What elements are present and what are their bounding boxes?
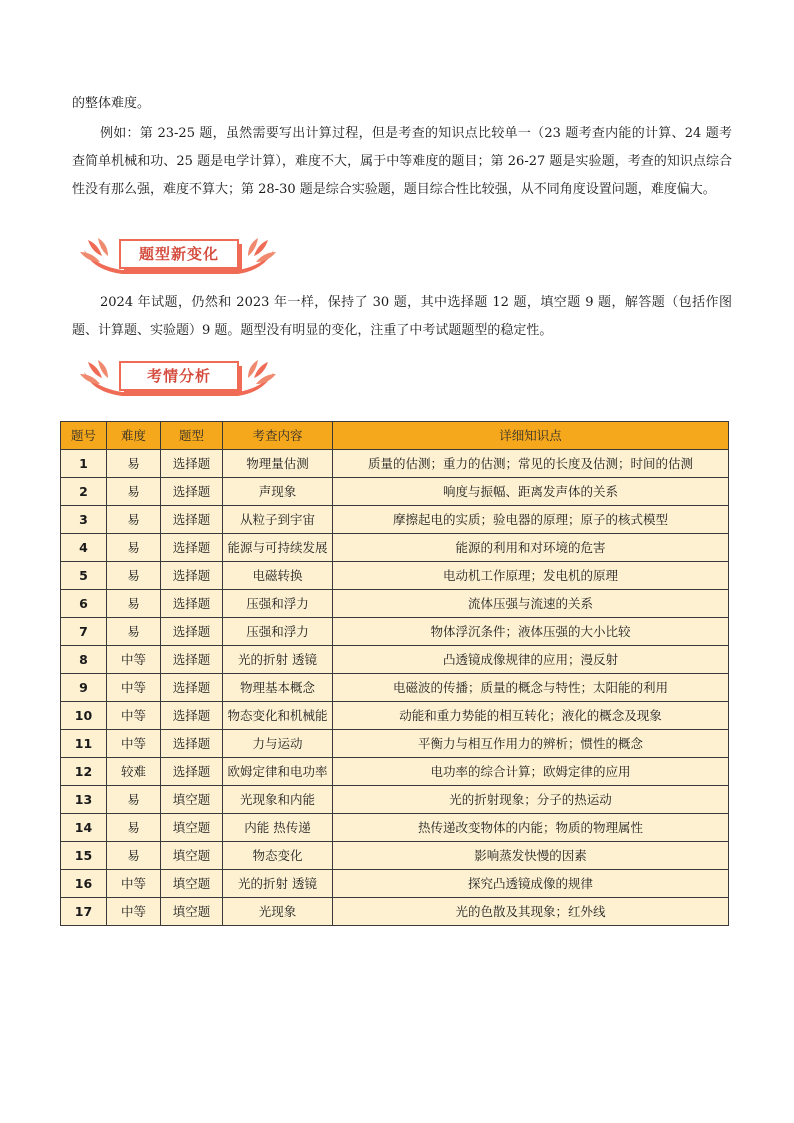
- cell-difficulty: 中等: [107, 898, 161, 926]
- cell-topic: 力与运动: [223, 730, 333, 758]
- cell-difficulty: 易: [107, 478, 161, 506]
- header-difficulty: 难度: [107, 422, 161, 450]
- cell-details: 影响蒸发快慢的因素: [333, 842, 729, 870]
- cell-topic: 内能 热传递: [223, 814, 333, 842]
- cell-number: 5: [61, 562, 107, 590]
- header-type: 题型: [161, 422, 223, 450]
- table-row: [61, 842, 729, 870]
- cell-number: 3: [61, 506, 107, 534]
- table-row: [61, 506, 729, 534]
- cell-number: 13: [61, 786, 107, 814]
- table-row: [61, 674, 729, 702]
- cell-number: 16: [61, 870, 107, 898]
- cell-details: 光的折射现象；分子的热运动: [333, 786, 729, 814]
- section-banner-analysis: [78, 358, 278, 398]
- cell-details: 电磁波的传播；质量的概念与特性；太阳能的利用: [333, 674, 729, 702]
- cell-topic: 压强和浮力: [223, 590, 333, 618]
- cell-type: 填空题: [161, 870, 223, 898]
- cell-type: 选择题: [161, 590, 223, 618]
- table-row: [61, 478, 729, 506]
- header-number: 题号: [61, 422, 107, 450]
- paragraph-continuation: 的整体难度。: [72, 96, 151, 111]
- cell-difficulty: 中等: [107, 730, 161, 758]
- cell-difficulty: 易: [107, 786, 161, 814]
- cell-number: 12: [61, 758, 107, 786]
- cell-difficulty: 中等: [107, 870, 161, 898]
- cell-number: 17: [61, 898, 107, 926]
- cell-type: 填空题: [161, 842, 223, 870]
- cell-difficulty: 易: [107, 590, 161, 618]
- cell-details: 能源的利用和对环境的危害: [333, 534, 729, 562]
- cell-topic: 物态变化: [223, 842, 333, 870]
- cell-difficulty: 易: [107, 814, 161, 842]
- cell-type: 选择题: [161, 702, 223, 730]
- cell-difficulty: 易: [107, 562, 161, 590]
- cell-number: 8: [61, 646, 107, 674]
- cell-type: 填空题: [161, 898, 223, 926]
- cell-type: 填空题: [161, 814, 223, 842]
- cell-details: 热传递改变物体的内能；物质的物理属性: [333, 814, 729, 842]
- cell-type: 选择题: [161, 534, 223, 562]
- cell-topic: 物理量估测: [223, 450, 333, 478]
- cell-number: 10: [61, 702, 107, 730]
- table-row: [61, 618, 729, 646]
- cell-number: 6: [61, 590, 107, 618]
- cell-difficulty: 较难: [107, 758, 161, 786]
- cell-topic: 压强和浮力: [223, 618, 333, 646]
- cell-details: 电动机工作原理；发电机的原理: [333, 562, 729, 590]
- cell-details: 质量的估测；重力的估测；常见的长度及估测；时间的估测: [333, 450, 729, 478]
- section-title: 题型新变化: [138, 245, 219, 263]
- section-title: 考情分析: [146, 367, 211, 385]
- cell-topic: 光的折射 透镜: [223, 870, 333, 898]
- cell-difficulty: 易: [107, 506, 161, 534]
- cell-details: 动能和重力势能的相互转化；液化的概念及现象: [333, 702, 729, 730]
- cell-number: 15: [61, 842, 107, 870]
- cell-topic: 物理基本概念: [223, 674, 333, 702]
- cell-difficulty: 易: [107, 842, 161, 870]
- cell-topic: 光现象: [223, 898, 333, 926]
- cell-number: 2: [61, 478, 107, 506]
- table-row: [61, 758, 729, 786]
- table-row: [61, 534, 729, 562]
- cell-topic: 电磁转换: [223, 562, 333, 590]
- cell-details: 摩擦起电的实质；验电器的原理；原子的核式模型: [333, 506, 729, 534]
- cell-number: 9: [61, 674, 107, 702]
- cell-number: 1: [61, 450, 107, 478]
- cell-topic: 从粒子到宇宙: [223, 506, 333, 534]
- cell-number: 14: [61, 814, 107, 842]
- cell-type: 填空题: [161, 786, 223, 814]
- cell-type: 选择题: [161, 450, 223, 478]
- cell-difficulty: 易: [107, 618, 161, 646]
- cell-details: 平衡力与相互作用力的辨析；惯性的概念: [333, 730, 729, 758]
- table-row: [61, 562, 729, 590]
- table-row: [61, 450, 729, 478]
- paragraph-example: 例如：第 23-25 题，虽然需要写出计算过程，但是考查的知识点比较单一（23 题考查内能的计算、24 题考查简单机械和功、25 题是电学计算），难度不大，属于中等难度的题目；第 26-27 题是实验题，考查的知识点综合性没有那么强，难度不算大；第 28-30 题是综合实验题，题目综合性比较强，从不同角度设置问题，难度偏大。: [72, 126, 732, 197]
- header-details: 详细知识点: [333, 422, 729, 450]
- cell-details: 探究凸透镜成像的规律: [333, 870, 729, 898]
- analysis-table: [60, 421, 729, 926]
- cell-details: 物体浮沉条件；液体压强的大小比较: [333, 618, 729, 646]
- cell-details: 凸透镜成像规律的应用；漫反射: [333, 646, 729, 674]
- cell-topic: 能源与可持续发展: [223, 534, 333, 562]
- cell-type: 选择题: [161, 646, 223, 674]
- header-topic: 考查内容: [223, 422, 333, 450]
- cell-number: 4: [61, 534, 107, 562]
- cell-topic: 声现象: [223, 478, 333, 506]
- table-body: [61, 450, 729, 926]
- cell-difficulty: 中等: [107, 646, 161, 674]
- cell-details: 电功率的综合计算；欧姆定律的应用: [333, 758, 729, 786]
- cell-type: 选择题: [161, 730, 223, 758]
- cell-type: 选择题: [161, 506, 223, 534]
- table-row: [61, 702, 729, 730]
- cell-number: 11: [61, 730, 107, 758]
- cell-details: 光的色散及其现象；红外线: [333, 898, 729, 926]
- table-row: [61, 590, 729, 618]
- cell-details: 响度与振幅、距离发声体的关系: [333, 478, 729, 506]
- table-row: [61, 814, 729, 842]
- cell-difficulty: 易: [107, 450, 161, 478]
- paragraph-question-types: 2024 年试题，仍然和 2023 年一样，保持了 30 题，其中选择题 12 题，填空题 9 题，解答题（包括作图题、计算题、实验题）9 题。题型没有明显的变化，注重了中考试题题型的稳定性。: [72, 295, 732, 338]
- cell-type: 选择题: [161, 758, 223, 786]
- table-row: [61, 646, 729, 674]
- cell-topic: 光现象和内能: [223, 786, 333, 814]
- cell-difficulty: 中等: [107, 674, 161, 702]
- cell-type: 选择题: [161, 618, 223, 646]
- table-header-row: [61, 422, 729, 450]
- table-row: [61, 898, 729, 926]
- cell-topic: 物态变化和机械能: [223, 702, 333, 730]
- cell-topic: 欧姆定律和电功率: [223, 758, 333, 786]
- cell-type: 选择题: [161, 674, 223, 702]
- table-row: [61, 870, 729, 898]
- table-row: [61, 730, 729, 758]
- cell-topic: 光的折射 透镜: [223, 646, 333, 674]
- cell-difficulty: 中等: [107, 702, 161, 730]
- cell-type: 选择题: [161, 562, 223, 590]
- section-banner-new-changes: [78, 236, 278, 276]
- cell-number: 7: [61, 618, 107, 646]
- table-row: [61, 786, 729, 814]
- cell-type: 选择题: [161, 478, 223, 506]
- cell-difficulty: 易: [107, 534, 161, 562]
- cell-details: 流体压强与流速的关系: [333, 590, 729, 618]
